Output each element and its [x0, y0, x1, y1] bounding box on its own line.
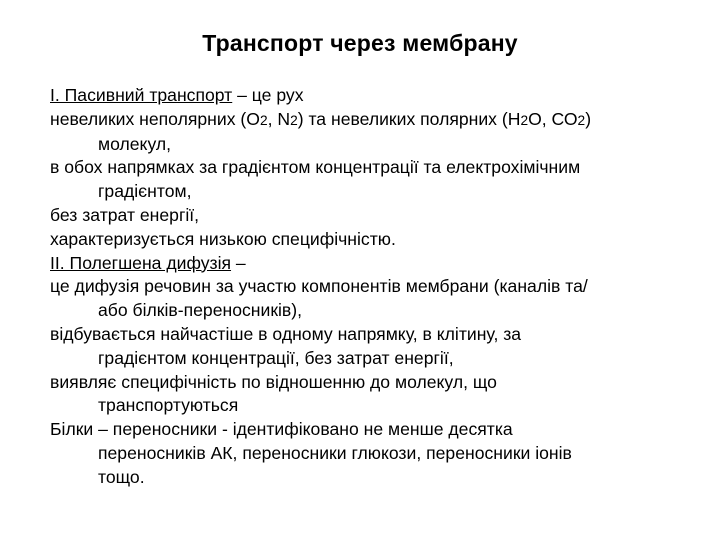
passive-transport-heading: І. Пасивний транспорт: [50, 85, 233, 105]
passive-line2-part-c: ) та невеликих полярних (Н: [297, 108, 521, 129]
facilitated-heading-tail: –: [231, 252, 246, 273]
facilitated-line6: виявляє специфічність по відношенню до молекул, що: [50, 371, 497, 392]
facilitated-line9: переносників АК, переносники глюкози, переносники іонів: [98, 442, 572, 463]
passive-molecules-line: [50, 108, 695, 133]
passive-line2-part-b: , N: [267, 108, 291, 129]
slide-title: Транспорт через мембрану: [202, 30, 518, 56]
facilitated-line7: транспортуються: [98, 395, 239, 416]
passive-heading-tail: – це рух: [232, 85, 304, 105]
passive-line7: характеризується низькою специфічністю.: [50, 228, 396, 249]
facilitated-line2: це дифузія речовин за участю компонентів мембрани (каналів та/: [50, 276, 588, 297]
facilitated-line10: тощо.: [98, 466, 145, 487]
facilitated-line4: відбувається найчастіше в одному напрямку, в клітину, за: [50, 323, 522, 344]
passive-line4: в обох напрямках за градієнтом концентрації та електрохімічним: [50, 157, 581, 178]
facilitated-diffusion-heading: ІІ. Полегшена дифузія: [50, 252, 232, 273]
passive-line2-part-e: ): [585, 108, 592, 129]
co2-subscript: 2: [577, 112, 586, 128]
passive-heading-line: [50, 84, 695, 108]
passive-line2-part-d: О, СО: [528, 108, 578, 129]
o2-subscript: 2: [259, 112, 268, 128]
passive-line6: без затрат енергії,: [50, 204, 200, 225]
h2o-subscript: 2: [520, 112, 529, 128]
passive-line5: градієнтом,: [98, 181, 192, 202]
slide-body: [50, 84, 695, 490]
facilitated-heading-line: [50, 252, 695, 276]
facilitated-line5: градієнтом концентрації, без затрат енергії,: [98, 347, 454, 368]
facilitated-line8: Білки – переносники - ідентифіковано не менше десятка: [50, 419, 513, 440]
passive-line2-part-a: невеликих неполярних (О: [50, 108, 260, 129]
facilitated-line3: або білків-переносників),: [98, 300, 303, 321]
n2-subscript: 2: [290, 112, 298, 128]
passive-line3: молекул,: [98, 133, 172, 154]
